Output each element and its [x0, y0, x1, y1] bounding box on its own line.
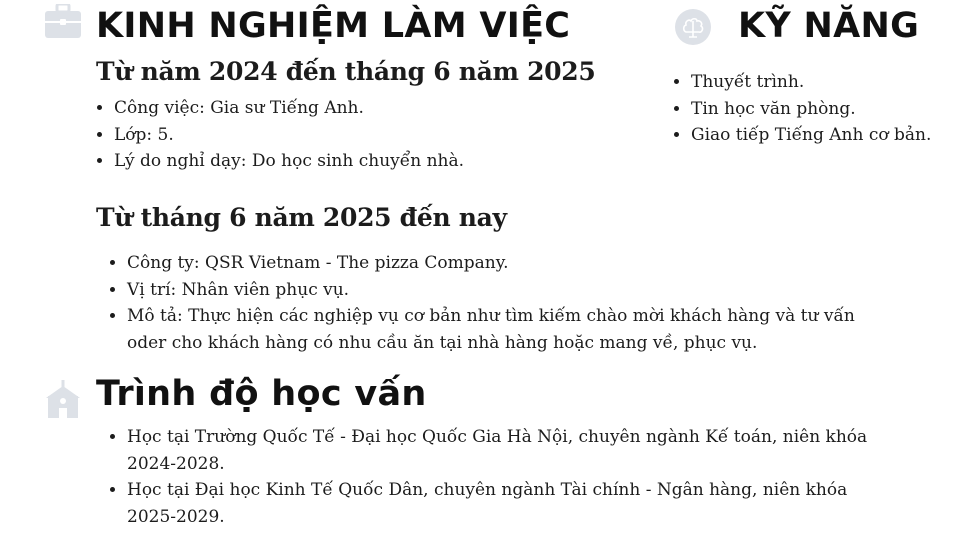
education-title: Trình độ học vấn	[96, 374, 427, 414]
job-1-period: Từ năm 2024 đến tháng 6 năm 2025	[96, 57, 596, 86]
list-item: • Giao tiếp Tiếng Anh cơ bản.	[691, 122, 960, 149]
education-list	[107, 424, 887, 530]
list-item: • Vị trí: Nhân viên phục vụ.	[127, 277, 887, 304]
list-item: • Lớp: 5.	[114, 122, 674, 149]
list-item: • Học tại Đại học Kinh Tế Quốc Dân, chuyên ngành Tài chính - Ngân hàng, niên khóa 2025-2029.	[127, 477, 887, 530]
job-2-details	[107, 250, 887, 356]
experience-title: KINH NGHIỆM LÀM VIỆC	[96, 6, 571, 46]
briefcase-icon	[45, 4, 81, 38]
list-item: • Thuyết trình.	[691, 69, 960, 96]
list-item: • Mô tả: Thực hiện các nghiệp vụ cơ bản như tìm kiếm chào mời khách hàng và tư vấn oder cho khách hàng có nhu cầu ăn tại nhà hàng hoặc mang về, phục vụ.	[127, 303, 887, 356]
list-item: • Học tại Trường Quốc Tế - Đại học Quốc Gia Hà Nội, chuyên ngành Kế toán, niên khóa 2024-2028.	[127, 424, 887, 477]
job-2-period: Từ tháng 6 năm 2025 đến nay	[96, 203, 507, 232]
list-item: • Lý do nghỉ dạy: Do học sinh chuyển nhà.	[114, 148, 674, 175]
school-icon	[46, 380, 80, 418]
skills-list	[671, 69, 960, 149]
job-1-details	[94, 95, 674, 175]
brain-icon	[675, 9, 711, 45]
list-item: • Công việc: Gia sư Tiếng Anh.	[114, 95, 674, 122]
list-item: • Tin học văn phòng.	[691, 96, 960, 123]
list-item: • Công ty: QSR Vietnam - The pizza Company.	[127, 250, 887, 277]
skills-title: KỸ NĂNG	[738, 6, 920, 46]
